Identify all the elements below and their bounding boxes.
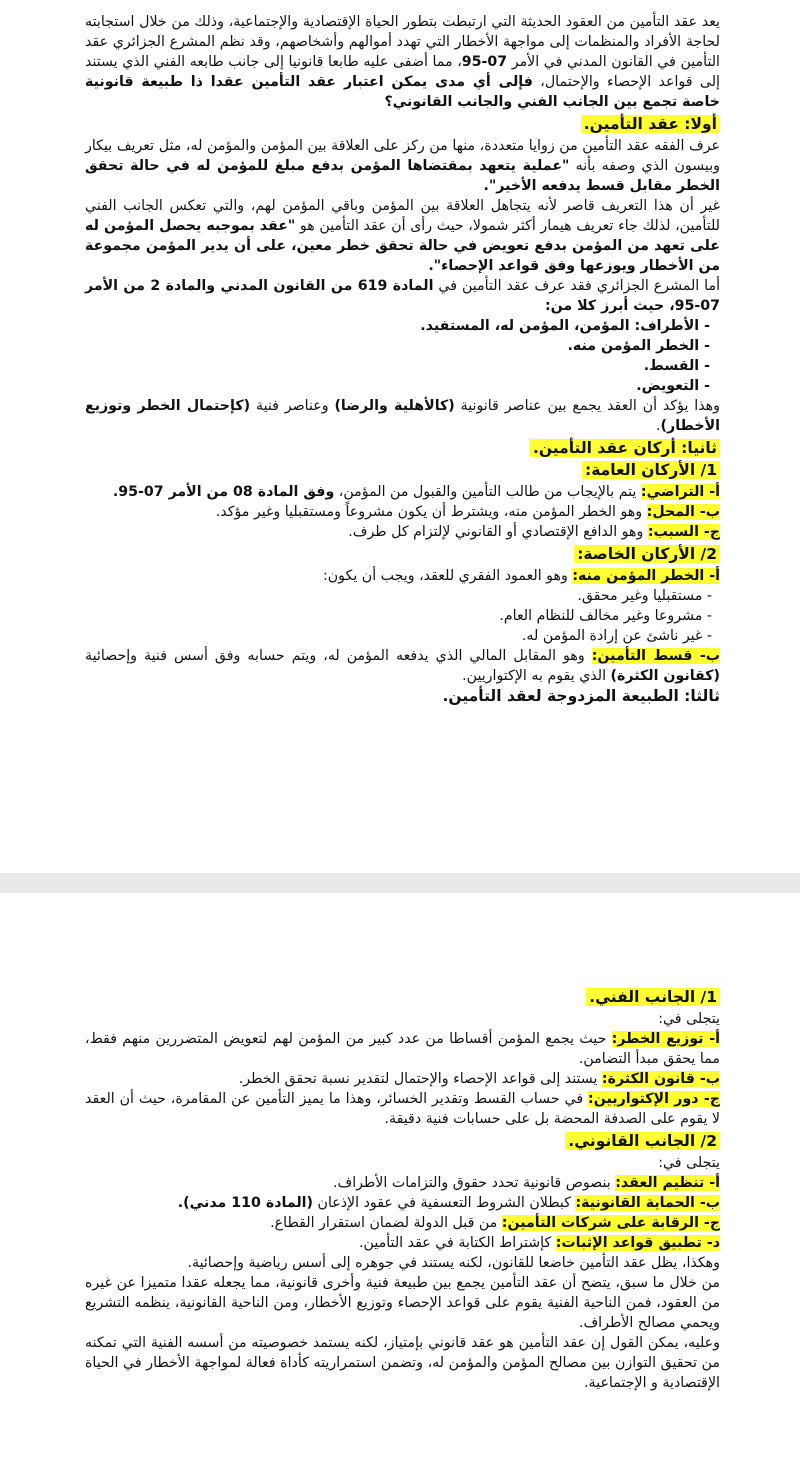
legal-item: ج- الرقابة على شركات التأمين: من قبل الدولة لضمان استقرار القطاع. — [270, 1215, 720, 1231]
list-item: - التعويض. — [85, 376, 710, 396]
conclusion-paragraph: وعليه، يمكن القول إن عقد التأمين هو عقد قانوني بإمتياز، لكنه يستمد خصوصيته من أسسه الفنية التي تمكنه من تحقيق التوازن بين مصالح المؤمن والمؤمن له، وتضمن استمراريته كأداة فعالة لمواجهة الأخطار في الحياة الإقتصادية و الإجتماعية. — [85, 1335, 720, 1391]
list-item: - مشروعا وغير مخالف للنظام العام. — [85, 606, 712, 626]
confirm-paragraph: وهذا يؤكد أن العقد يجمع بين عناصر قانونية (كالأهلية والرضا) وعناصر فنية (كإحتمال الخطر وتوزيع الأخطار). — [85, 398, 720, 434]
conclusion-paragraph: وهكذا، يظل عقد التأمين خاضعا للقانون، لكنه يستند في جوهره إلى أسس رياضية وإحصائية. — [187, 1255, 720, 1271]
technical-intro: يتجلى في: — [658, 1011, 720, 1027]
subsection-heading-special: 2/ الأركان الخاصة: — [85, 544, 720, 564]
list-item: - غير ناشئ عن إرادة المؤمن له. — [85, 626, 712, 646]
list-item: - القسط. — [85, 356, 710, 376]
definition-paragraph-1: عرف الفقه عقد التأمين من زوايا متعددة، منها من ركز على العلاقة بين المؤمن والمؤمن له، مثل تعريف بيكار وبيسون الذي وصفه بأنه "عملية يتعهد بمقتضاها المؤمن بدفع مبلغ للمؤمن له في حالة تحقق الخطر مقابل قسط يدفعه الأخير". — [85, 138, 720, 194]
legal-aspect-heading: 2/ الجانب القانوني. — [85, 1131, 720, 1151]
pillar-cause: ج- السبب: وهو الدافع الإقتصادي أو القانوني لإلتزام كل طرف. — [348, 524, 720, 540]
conclusion-paragraph: من خلال ما سبق، يتضح أن عقد التأمين يجمع بين طبيعة فنية وأخرى قانونية، مما يجعله عقدا متميزا عن غيره من العقود، فمن الناحية الفنية يقوم على قواعد الإحصاء وتوزيع الأخطار، ومن الناحية القانونية، ينظمه التشريع ويحمي مصالح الأطراف. — [85, 1275, 720, 1331]
list-item: - الأطراف: المؤمن، المؤمن له، المستفيد. — [85, 316, 710, 336]
list-item: - مستقبليا وغير محقق. — [85, 586, 712, 606]
list-item: - الخطر المؤمن منه. — [85, 336, 710, 356]
risk-conditions-list — [85, 586, 720, 646]
legal-item: ب- الحماية القانونية: كبطلان الشروط التعسفية في عقود الإذعان (المادة 110 مدني). — [177, 1195, 720, 1211]
pillar-premium: ب- قسط التأمين: وهو المقابل المالي الذي يدفعه المؤمن له، ويتم حسابه وفق أسس فنية وإحصائية (كقانون الكثرة) الذي يقوم به الإكتواريين. — [85, 648, 720, 684]
pillar-risk: أ- الخطر المؤمن منه: وهو العمود الفقري للعقد، ويجب أن يكون: — [322, 568, 720, 584]
pillar-consent: أ- التراضي: يتم بالإيجاب من طالب التأمين والقبول من المؤمن، وفق المادة 08 من الأمر 07-95. — [112, 484, 720, 500]
section-heading-1: أولا: عقد التأمين. — [85, 114, 720, 134]
pillar-subject: ب- المحل: وهو الخطر المؤمن منه، ويشترط أن يكون مشروعاً ومستقبليا وغير مؤكد. — [215, 504, 720, 520]
section-heading-2: ثانيا: أركان عقد التأمين. — [85, 438, 720, 458]
legal-item: د- تطبيق قواعد الإثبات: كإشتراط الكتابة في عقد التأمين. — [359, 1235, 720, 1251]
technical-aspect-heading: 1/ الجانب الفني. — [85, 987, 720, 1007]
section-heading-3: ثالثا: الطبيعة المزدوجة لعقد التأمين. — [442, 687, 720, 705]
definition-paragraph-2: غير أن هذا التعريف قاصر لأنه يتجاهل العلاقة بين المؤمن وباقي المؤمن لهم، والتي تعكس الجانب الفني للتأمين، لذلك جاء تعريف هيمار أكثر شمولا، حيث رأى أن عقد التأمين هو "عقد بموجبه يحصل المؤمن له على تعهد من المؤمن بدفع تعويض في حالة تحقق خطر معين، على أن يدير المؤمن مجموعة من الأخطار ويوزعها وفق قواعد الإحصاء". — [85, 198, 720, 274]
legal-definition-paragraph: أما المشرع الجزائري فقد عرف عقد التأمين في المادة 619 من القانون المدني والمادة 2 من الأمر 07-95، حيث أبرز كلا من: — [85, 278, 721, 314]
technical-item: أ- توزيع الخطر: حيث يجمع المؤمن أقساطا من عدد كبير من المؤمن لهم لتعويض المتضررين منهم فقط، مما يحقق مبدأ التضامن. — [85, 1031, 720, 1067]
subsection-heading-general: 1/ الأركان العامة: — [85, 460, 720, 480]
technical-item: ب- قانون الكثرة: يستند إلى قواعد الإحصاء والإحتمال لتقدير نسبة تحقق الخطر. — [238, 1071, 720, 1087]
intro-paragraph: يعد عقد التأمين من العقود الحديثة التي ارتبطت بتطور الحياة الإقتصادية والإجتماعية، وذلك من خلال استجابته لحاجة الأفراد والمنظمات إلى مواجهة الأخطار التي تهدد أموالهم وأشخاصهم، وقد نظم المشرع الجزائري عقد التأمين في القانون المدني في الأمر 07-95، مما أضفى عليه طابعا قانونيا إلى جانب طابعه الفني الذي يستند إلى قواعد الإحصاء والإحتمال، فإلى أي مدى يمكن اعتبار عقد التأمين عقدا ذا طبيعة قانونية خاصة تجمع بين الجانب الفني والجانب القانوني؟ — [85, 14, 720, 110]
legal-intro: يتجلى في: — [658, 1155, 720, 1171]
legal-item: أ- تنظيم العقد: بنصوص قانونية تحدد حقوق والتزامات الأطراف. — [333, 1175, 720, 1191]
contract-elements-list — [85, 316, 720, 396]
document-page-2 — [0, 893, 800, 1466]
technical-item: ج- دور الإكتواريين: في حساب القسط وتقدير الخسائر، وهذا ما يميز التأمين عن المقامرة، حيث أن العقد لا يقوم على الصدفة المحضة بل على حسابات فنية دقيقة. — [85, 1091, 721, 1127]
